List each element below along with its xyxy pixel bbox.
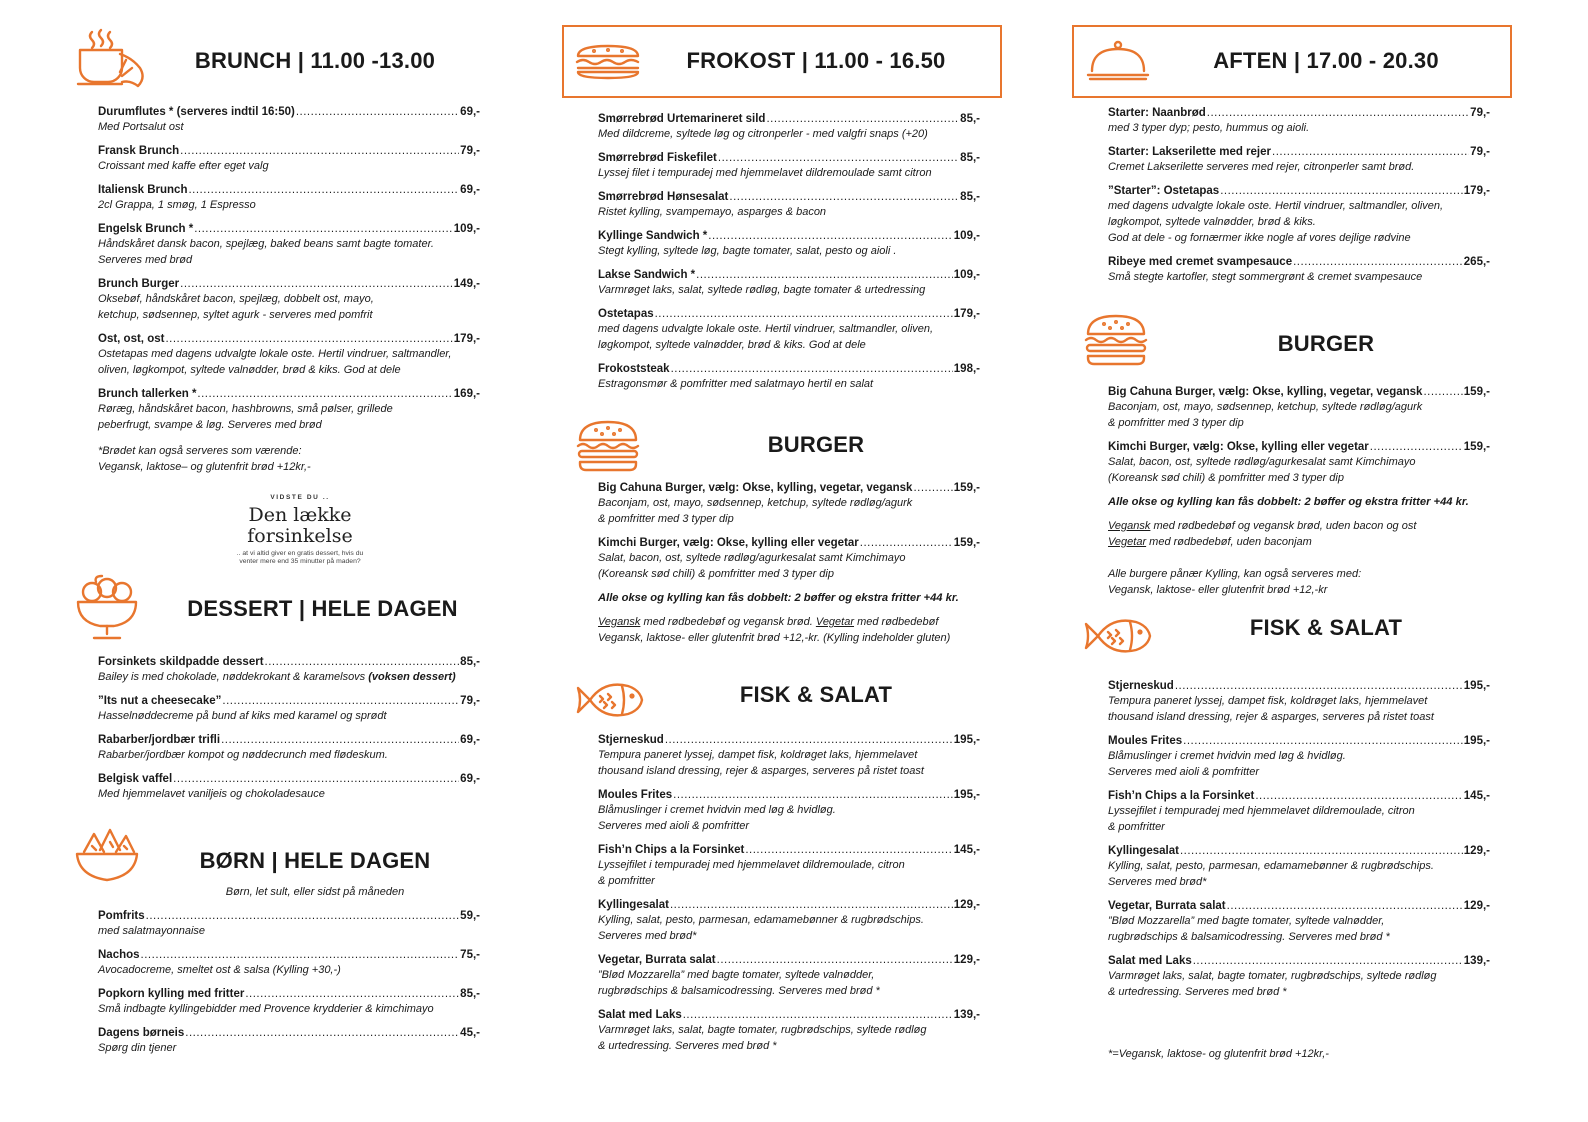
item-price: 79,-	[460, 695, 480, 707]
list-item	[98, 694, 480, 724]
fisk-title: FISK & SALAT	[739, 682, 893, 707]
coffee-croissant-icon	[74, 28, 148, 95]
item-name: Lakse Sandwich *	[598, 269, 696, 281]
item-price: 85,-	[960, 152, 980, 164]
item-name: ”Starter”: Ostetapas	[1108, 185, 1220, 197]
item-price: 195,-	[1463, 735, 1490, 747]
footnote: *=Vegansk, laktose- og glutenfrit brød +12kr,-	[1108, 1048, 1329, 1060]
sandwich-icon	[574, 44, 642, 85]
double-note: Alle okse og kylling kan fås dobbelt: 2 bøffer og ekstra fritter +44 kr.	[598, 592, 959, 604]
list-item	[1108, 954, 1490, 1000]
item-desc: Varmrøget laks, salat, bagte tomater, rugbrødschips, syltede rødløg & urtedressing. Serveres med brød *	[1108, 970, 1437, 998]
frokost-title: FROKOST | 11.00 - 16.50	[686, 48, 946, 73]
item-desc: Hasselnøddecreme på bund af kiks med karamel og sprødt	[98, 710, 387, 722]
item-name: Vegetar, Burrata salat	[1108, 900, 1226, 912]
item-name: Salat med Laks	[598, 1009, 682, 1021]
item-name: Salat med Laks	[1108, 955, 1192, 967]
list-item	[98, 144, 480, 174]
item-name: Ribeye med cremet svampesauce	[1108, 256, 1293, 268]
item-desc: Ostetapas med dagens udvalgte lokale oste. Hertil vindruer, saltmandler, oliven, løgkompot, syltede valnødder, brød & kiks. God at dele	[98, 348, 452, 376]
list-item	[98, 772, 480, 802]
list-item	[598, 151, 980, 181]
item-price: 179,-	[953, 308, 980, 320]
item-name: Smørrebrød Fiskefilet	[598, 152, 717, 164]
promo-text: .. at vi altid giver en gratis dessert, hvis du venter mere end 35 minutter på maden?	[236, 550, 364, 565]
list-item	[598, 1008, 980, 1054]
frokost-list	[598, 112, 980, 398]
item-price: 79,-	[1470, 107, 1490, 119]
item-desc: Baconjam, ost, mayo, sødsennep, ketchup, syltede rødløg/agurk & pomfritter med 3 typer dip	[598, 497, 913, 525]
brunch-title: BRUNCH | 11.00 -13.00	[194, 48, 436, 73]
item-name: Kyllinge Sandwich *	[598, 230, 708, 242]
list-item	[98, 655, 480, 685]
vegan-note: Vegansk med rødbedebøf og vegansk brød, uden bacon og ost Vegetar med rødbedebøf, uden baconjam	[1108, 520, 1417, 548]
list-item	[598, 229, 980, 259]
item-price: 69,-	[460, 734, 480, 746]
item-name: Starter: Lakserilette med rejer	[1108, 146, 1271, 158]
list-item	[1108, 844, 1490, 890]
fisk-title: FISK & SALAT	[1249, 615, 1403, 640]
list-item	[1108, 440, 1490, 486]
list-item	[98, 733, 480, 763]
item-price: 195,-	[953, 734, 980, 746]
item-desc: med dagens udvalgte lokale oste. Hertil vindruer, saltmandler, oliven, løgkompot, syltede valnødder, brød & kiks. God at dele - og fornærmer ikke nogle af vores dejlige rødvine	[1108, 200, 1444, 244]
list-item	[98, 105, 480, 135]
item-desc: med salatmayonnaise	[98, 925, 206, 937]
item-name: Starter: Naanbrød	[1108, 107, 1206, 119]
item-desc: Spørg din tjener	[98, 1042, 177, 1054]
list-item	[1108, 255, 1490, 285]
item-desc: med dagens udvalgte lokale oste. Hertil vindruer, saltmandler, oliven, løgkompot, syltede valnødder, brød & kiks. God at dele	[598, 323, 934, 351]
item-desc: Små stegte kartofler, stegt sommergrønt & cremet svampesauce	[1108, 271, 1423, 283]
item-price: 179,-	[453, 333, 480, 345]
item-price: 85,-	[960, 113, 980, 125]
item-price: 159,-	[953, 482, 980, 494]
burger-icon	[576, 420, 640, 477]
ice-cream-bowl-icon	[74, 574, 140, 647]
item-desc: Tempura paneret lyssej, dampet fisk, koldrøget laks, hjemmelavet thousand island dressing, rejer & asparges, serveres på ristet toast	[598, 749, 924, 777]
item-desc: Tempura paneret lyssej, dampet fisk, koldrøget laks, hjemmelavet thousand island dressing, rejer & asparges, serveres på ristet toast	[1108, 695, 1434, 723]
item-price: 159,-	[1463, 386, 1490, 398]
item-desc: Oksebøf, håndskåret bacon, spejlæg, dobbelt ost, mayo, ketchup, sødsennep, syltet agurk - serveres med pomfrit	[98, 293, 374, 321]
nachos-bowl-icon	[74, 828, 140, 889]
promo-box	[210, 494, 390, 566]
item-name: Kyllingesalat	[598, 899, 669, 911]
born-subtitle: Børn, let sult, eller sidst på måneden	[225, 886, 405, 898]
burger-list	[598, 481, 980, 646]
item-price: 75,-	[460, 949, 480, 961]
item-name: Popkorn kylling med fritter	[98, 988, 245, 1000]
item-desc: Kylling, salat, pesto, parmesan, edamamebønner & rugbrødschips. Serveres med brød*	[598, 914, 924, 942]
item-price: 59,-	[460, 910, 480, 922]
item-desc: Rabarber/jordbær kompot og nøddecrunch med flødeskum.	[98, 749, 388, 761]
list-item	[1108, 734, 1490, 780]
item-desc: Estragonsmør & pomfritter med salatmayo hertil en salat	[598, 378, 874, 390]
item-name: Forsinkets skildpadde dessert	[98, 656, 264, 668]
item-price: 129,-	[953, 899, 980, 911]
item-name: Frokoststeak	[598, 363, 670, 375]
item-desc: Bailey is med chokolade, nøddekrokant & karamelsovs	[98, 671, 366, 683]
item-price: 79,-	[460, 145, 480, 157]
item-price: 69,-	[460, 184, 480, 196]
list-item	[1108, 145, 1490, 175]
list-item	[598, 898, 980, 944]
item-name: Engelsk Brunch *	[98, 223, 194, 235]
item-desc: Lyssejfilet i tempuradej med hjemmelavet dildremoulade, citron & pomfritter	[598, 859, 905, 887]
item-desc: Med dildcreme, syltede løg og citronperler - med valgfri snaps (+20)	[598, 128, 928, 140]
list-item	[98, 909, 480, 939]
item-name: Kimchi Burger, vælg: Okse, kylling eller vegetar	[598, 537, 859, 549]
item-desc: Salat, bacon, ost, syltede rødløg/agurkesalat samt Kimchimayo (Koreansk sød chili) & pomfritter med 3 typer dip	[598, 552, 906, 580]
item-price: 195,-	[953, 789, 980, 801]
list-item	[598, 481, 980, 527]
item-name: Smørrebrød Hønsesalat	[598, 191, 729, 203]
item-desc: Kylling, salat, pesto, parmesan, edamamebønner & rugbrødschips. Serveres med brød*	[1108, 860, 1434, 888]
fisk-list	[598, 733, 980, 1060]
item-price: 139,-	[1463, 955, 1490, 967]
item-price: 159,-	[1463, 441, 1490, 453]
item-name: Moules Frites	[1108, 735, 1183, 747]
item-desc: Cremet Lakserilette serveres med rejer, citronperler samt brød.	[1108, 161, 1415, 173]
list-item	[98, 1026, 480, 1056]
item-name: Stjerneskud	[1108, 680, 1174, 692]
item-name: Brunch Burger	[98, 278, 180, 290]
list-item	[98, 183, 480, 213]
list-item	[598, 190, 980, 220]
item-desc: Ristet kylling, svampemayo, asparges & bacon	[598, 206, 827, 218]
item-desc: ”Blød Mozzarella” med bagte tomater, syltede valnødder, rugbrødschips & balsamicodressing. Serveres med brød *	[598, 969, 880, 997]
item-name: Big Cahuna Burger, vælg: Okse, kylling, vegetar, vegansk	[598, 482, 913, 494]
item-desc-bold: (voksen dessert)	[368, 671, 456, 683]
item-name: Smørrebrød Urtemarineret sild	[598, 113, 766, 125]
aften-title: AFTEN | 17.00 - 20.30	[1213, 48, 1439, 73]
item-desc: Croissant med kaffe efter eget valg	[98, 160, 269, 172]
item-name: Moules Frites	[598, 789, 673, 801]
list-item	[598, 362, 980, 392]
item-desc: Salat, bacon, ost, syltede rødløg/agurkesalat samt Kimchimayo (Koreansk sød chili) & pomfritter med 3 typer dip	[1108, 456, 1416, 484]
list-item	[1108, 184, 1490, 246]
item-desc: Avocadocreme, smeltet ost & salsa (Kylling +30,-)	[98, 964, 341, 976]
list-item	[598, 112, 980, 142]
item-price: 179,-	[1463, 185, 1490, 197]
item-price: 109,-	[953, 230, 980, 242]
item-name: Pomfrits	[98, 910, 145, 922]
burger-title: BURGER	[767, 432, 865, 457]
list-item	[598, 953, 980, 999]
item-desc: Varmrøget laks, salat, syltede rødløg, bagte tomater & urtedressing	[598, 284, 926, 296]
list-item	[1108, 385, 1490, 431]
item-desc: Baconjam, ost, mayo, sødsennep, ketchup, syltede rødløg/agurk & pomfritter med 3 typer dip	[1108, 401, 1423, 429]
item-price: 149,-	[453, 278, 480, 290]
promo-kicker: VIDSTE DU ..	[270, 494, 330, 501]
item-price: 169,-	[453, 388, 480, 400]
born-list	[98, 909, 480, 1062]
item-price: 195,-	[1463, 680, 1490, 692]
list-item	[598, 268, 980, 298]
item-price: 69,-	[460, 773, 480, 785]
list-item	[598, 733, 980, 779]
item-price: 129,-	[1463, 845, 1490, 857]
item-price: 45,-	[460, 1027, 480, 1039]
dessert-list	[98, 655, 480, 808]
item-price: 159,-	[953, 537, 980, 549]
item-desc: Varmrøget laks, salat, bagte tomater, rugbrødschips, syltede rødløg & urtedressing. Serveres med brød *	[598, 1024, 927, 1052]
vegan-note: Vegansk med rødbedebøf og vegansk brød. Vegetar med rødbedebøf Vegansk, laktose- eller glutenfrit brød +12,-kr. (Kylling indeholder gluten)	[598, 616, 951, 644]
list-item	[98, 387, 480, 433]
item-desc: med 3 typer dyp; pesto, hummus og aioli.	[1108, 122, 1310, 134]
item-name: Stjerneskud	[598, 734, 664, 746]
item-name: Dagens børneis	[98, 1027, 185, 1039]
kylling-note: Alle burgere pånær Kylling, kan også serveres med: Vegansk, laktose- eller glutenfrit brød +12,-kr	[1108, 568, 1362, 596]
list-item	[1108, 106, 1490, 136]
item-price: 129,-	[1463, 900, 1490, 912]
item-price: 85,-	[960, 191, 980, 203]
item-price: 109,-	[453, 223, 480, 235]
list-item	[1108, 679, 1490, 725]
list-item	[98, 332, 480, 378]
item-price: 85,-	[460, 656, 480, 668]
item-name: Kyllingesalat	[1108, 845, 1179, 857]
item-desc: Blåmuslinger i cremet hvidvin med løg & hvidløg. Serveres med aioli & pomfritter	[1108, 750, 1346, 778]
item-desc: Håndskåret dansk bacon, spejlæg, baked beans samt bagte tomater. Serveres med brød	[98, 238, 434, 266]
item-name: Fish’n Chips a la Forsinket	[598, 844, 745, 856]
item-desc: 2cl Grappa, 1 smøg, 1 Espresso	[98, 199, 256, 211]
item-price: 129,-	[953, 954, 980, 966]
item-name: Big Cahuna Burger, vælg: Okse, kylling, vegetar, vegansk	[1108, 386, 1423, 398]
item-desc: ”Blød Mozzarella” med bagte tomater, syltede valnødder, rugbrødschips & balsamicodressing. Serveres med brød *	[1108, 915, 1390, 943]
item-price: 79,-	[1470, 146, 1490, 158]
item-desc: Lyssej filet i tempuradej med hjemmelavet dildremoulade samt citron	[598, 167, 932, 179]
item-name: Fish’n Chips a la Forsinket	[1108, 790, 1255, 802]
list-item	[598, 843, 980, 889]
item-desc: Stegt kylling, syltede løg, bagte tomater, salat, pesto og aioli .	[598, 245, 897, 257]
list-item	[98, 948, 480, 978]
item-price: 145,-	[953, 844, 980, 856]
item-name: Vegetar, Burrata salat	[598, 954, 716, 966]
list-item	[1108, 899, 1490, 945]
item-desc: Blåmuslinger i cremet hvidvin med løg & hvidløg. Serveres med aioli & pomfritter	[598, 804, 836, 832]
burger-title: BURGER	[1277, 331, 1375, 356]
double-note: Alle okse og kylling kan fås dobbelt: 2 bøffer og ekstra fritter +44 kr.	[1108, 496, 1469, 508]
list-item	[1108, 789, 1490, 835]
item-price: 198,-	[953, 363, 980, 375]
aften-list	[1108, 106, 1490, 291]
cloche-icon	[1086, 39, 1150, 88]
fish-icon	[1084, 614, 1152, 663]
item-desc: Lyssejfilet i tempuradej med hjemmelavet dildremoulade, citron & pomfritter	[1108, 805, 1415, 833]
item-desc: Røræg, håndskåret bacon, hashbrowns, små pølser, grillede peberfrugt, svampe & løg. Serveres med brød	[98, 403, 393, 431]
list-item	[98, 987, 480, 1017]
item-name: Fransk Brunch	[98, 145, 180, 157]
list-item	[598, 536, 980, 582]
item-price: 69,-	[460, 106, 480, 118]
item-desc: Små indbagte kyllingebidder med Provence krydderier & kimchimayo	[98, 1003, 434, 1015]
born-title: BØRN | HELE DAGEN	[199, 848, 431, 873]
item-name: Belgisk vaffel	[98, 773, 173, 785]
brunch-list	[98, 105, 480, 475]
item-name: Kimchi Burger, vælg: Okse, kylling eller vegetar	[1108, 441, 1369, 453]
item-name: Brunch tallerken *	[98, 388, 197, 400]
item-desc: Med hjemmelavet vaniljeis og chokoladesauce	[98, 788, 325, 800]
item-name: Ostetapas	[598, 308, 654, 320]
bread-note: *Brødet kan også serveres som værende: Vegansk, laktose– og glutenfrit brød +12kr,-	[98, 445, 311, 473]
item-desc: Med Portsalut ost	[98, 121, 184, 133]
item-price: 265,-	[1463, 256, 1490, 268]
list-item	[98, 222, 480, 268]
list-item	[598, 788, 980, 834]
item-price: 85,-	[460, 988, 480, 1000]
item-name: Ost, ost, ost	[98, 333, 165, 345]
fish-icon	[576, 678, 644, 727]
item-price: 139,-	[953, 1009, 980, 1021]
list-item	[98, 277, 480, 323]
item-name: Italiensk Brunch	[98, 184, 188, 196]
item-name: Durumflutes * (serveres indtil 16:50)	[98, 106, 295, 118]
list-item	[598, 307, 980, 353]
burger-list	[1108, 385, 1490, 598]
item-price: 145,-	[1463, 790, 1490, 802]
burger-icon	[1084, 314, 1148, 371]
item-price: 109,-	[953, 269, 980, 281]
promo-headline: Den lække forsinkelse	[247, 504, 353, 547]
dessert-title: DESSERT | HELE DAGEN	[187, 596, 458, 621]
item-name: Nachos	[98, 949, 140, 961]
fisk-list	[1108, 679, 1490, 1006]
item-name: Rabarber/jordbær trifli	[98, 734, 221, 746]
item-name: ”Its nut a cheesecake”	[98, 695, 222, 707]
